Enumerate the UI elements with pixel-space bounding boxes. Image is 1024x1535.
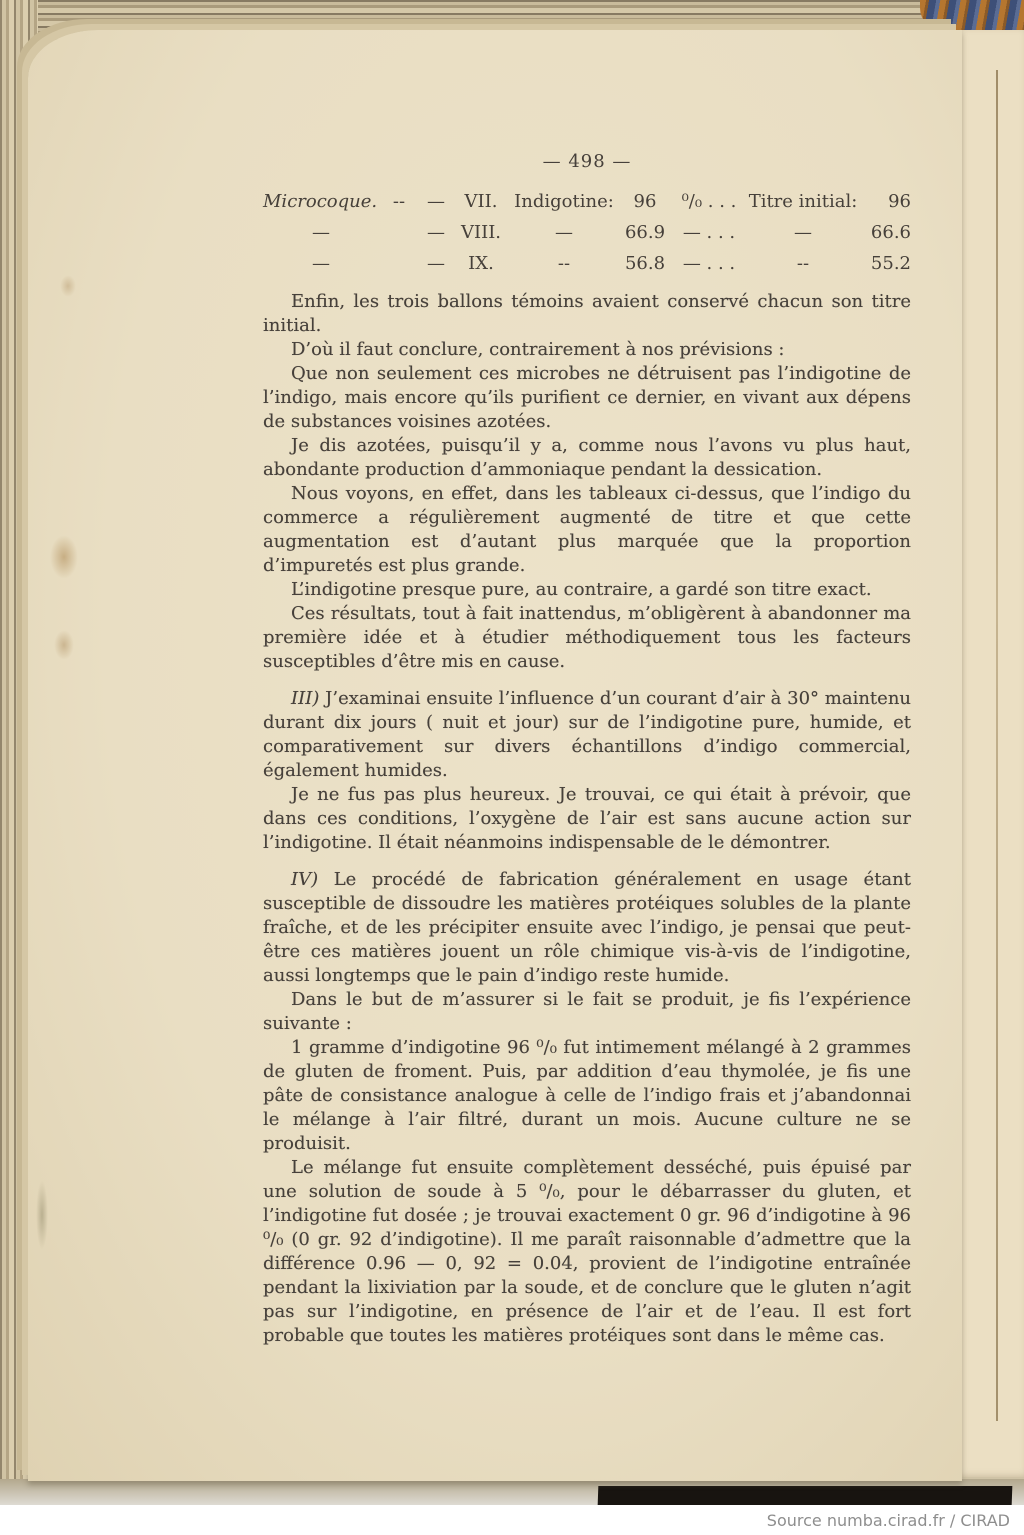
foxing-stain xyxy=(60,275,76,297)
table-cell: ⁰/₀ . . . xyxy=(681,191,737,212)
paragraph: Dans le but de m’assurer si le fait se produit, je fis l’expérience suivante : xyxy=(263,989,911,1034)
paragraph: Je ne fus pas plus heureux. Je trouvai, ce qui était à prévoir, que dans ces conditions, l’oxygène de l’air est sans aucune action sur l’indigotine. Il était néanmoins indispensable de le démontrer. xyxy=(263,784,911,853)
table-cell xyxy=(379,221,419,245)
page-content xyxy=(263,150,911,1348)
paragraphs xyxy=(263,290,911,1348)
table-cell: — . . . xyxy=(682,253,736,274)
table-cell: VII. xyxy=(464,191,498,212)
table-cell: — xyxy=(794,222,812,243)
table-cell: 66.6 xyxy=(870,222,911,243)
table-cell xyxy=(379,252,419,276)
table-cell: — xyxy=(555,222,573,243)
table-cell: — . . . xyxy=(682,222,736,243)
paragraph: III) J’examinai ensuite l’influence d’un courant d’air à 30° maintenu durant dix jours ( nuit et jour) sur de l’indigotine pure, humide, et comparativement sur divers échantillons d’indigo commercial, également humides. xyxy=(263,688,912,781)
paragraph: Que non seulement ces microbes ne détruisent pas l’indigotine de l’indigo, mais encore qu’ils purifient ce dernier, en vivant aux dépens de substances voisines azotées. xyxy=(263,363,911,432)
paragraph: Le mélange fut ensuite complètement desséché, puis épuisé par une solution de soude à 5 ⁰/₀, pour le débarrasser du gluten, et l’indigotine fut dosée ; je trouvai exactement 0 gr. 96 d’indigotine à 96 ⁰/₀ (0 gr. 92 d’indigotine). Il me paraît raisonnable d’admettre que la différence 0.96 — 0, 92 = 0.04, provient de l’indigotine entraînée pendant la lixiviation par la soude, et de conclure que le gluten n’agit pas sur l’indigotine, en présence de l’air et de l’eau. Il est fort probable que toutes les matières protéiques sont dans le même cas. xyxy=(263,1157,911,1346)
table-cell: 55.2 xyxy=(870,253,911,274)
paragraph: Ces résultats, tout à fait inattendus, m’obligèrent à abandonner ma première idée et à étudier méthodiquement tous les facteurs susceptibles d’être mis en cause. xyxy=(263,603,911,672)
foxing-stain xyxy=(50,535,78,579)
paragraph: Nous voyons, en effet, dans les tableaux ci-dessus, que l’indigo du commerce a régulièrement augmenté de titre et que cette augmentation est d’autant plus marquée que la proportion d’impuretés est plus grande. xyxy=(263,483,911,576)
book-page xyxy=(28,30,962,1481)
table-cell: 66.9 xyxy=(624,222,666,243)
table-cell: Indigotine: xyxy=(514,191,614,212)
source-bar xyxy=(0,1505,1024,1535)
foxing-stain xyxy=(54,630,74,660)
table-row xyxy=(263,190,911,214)
margin-mark xyxy=(36,1180,48,1250)
paragraph: 1 gramme d’indigotine 96 ⁰/₀ fut intimement mélangé à 2 grammes de gluten de froment. Puis, par addition d’eau thymolée, je fis une pâte de consistance analogue à celle de l’indigo frais et j’abandonnai le mélange à l’air filtré, durant un mois. Aucune culture ne se produisit. xyxy=(263,1037,911,1154)
table-cell: — xyxy=(427,253,445,274)
table-cell: — xyxy=(427,222,445,243)
book-headband xyxy=(920,0,1024,30)
section-numeral: IV) xyxy=(291,869,334,890)
table-cell: -- xyxy=(796,253,810,274)
table-cell: — xyxy=(312,253,330,274)
book-binding xyxy=(598,1486,1013,1505)
table-row xyxy=(263,221,911,245)
table-cell: -- xyxy=(557,253,571,274)
paragraph: L’indigotine presque pure, au contraire, a gardé son titre exact. xyxy=(291,579,872,600)
source-credit: Source numba.cirad.fr / CIRAD xyxy=(766,1510,1010,1530)
results-table xyxy=(263,190,911,276)
table-row xyxy=(263,252,911,276)
table-cell: — xyxy=(312,222,330,243)
table-cell: Microcoque. xyxy=(263,191,378,212)
page-number: — 498 — xyxy=(542,151,632,172)
table-cell: -- xyxy=(392,191,406,212)
paragraph: D’où il faut conclure, contrairement à nos prévisions : xyxy=(291,339,785,360)
table-cell: 56.8 xyxy=(624,253,666,274)
table-cell: Titre initial: xyxy=(748,191,858,212)
table-cell: IX. xyxy=(468,253,494,274)
table-cell: 96 xyxy=(888,191,911,212)
paragraph: IV) Le procédé de fabrication généralement en usage étant susceptible de dissoudre les matières protéiques solubles de la plante fraîche, et de les précipiter ensuite avec l’indigo, je pensai que peut-être ces matières jouent un rôle chimique vis-à-vis de l’indigotine, aussi longtemps que le pain d’indigo reste humide. xyxy=(263,869,911,986)
page-fold-line xyxy=(996,70,998,1421)
table-cell: 96 xyxy=(633,191,657,212)
paragraph: Enfin, les trois ballons témoins avaient conservé chacun son titre initial. xyxy=(263,291,911,336)
paragraph: Je dis azotées, puisqu’il y a, comme nous l’avons vu plus haut, abondante production d’ammoniaque pendant la dessication. xyxy=(263,435,911,480)
section-numeral: III) xyxy=(291,688,326,709)
adjacent-page-edge xyxy=(954,26,1024,1477)
table-cell: VIII. xyxy=(460,222,502,243)
table-cell: — xyxy=(427,191,445,212)
